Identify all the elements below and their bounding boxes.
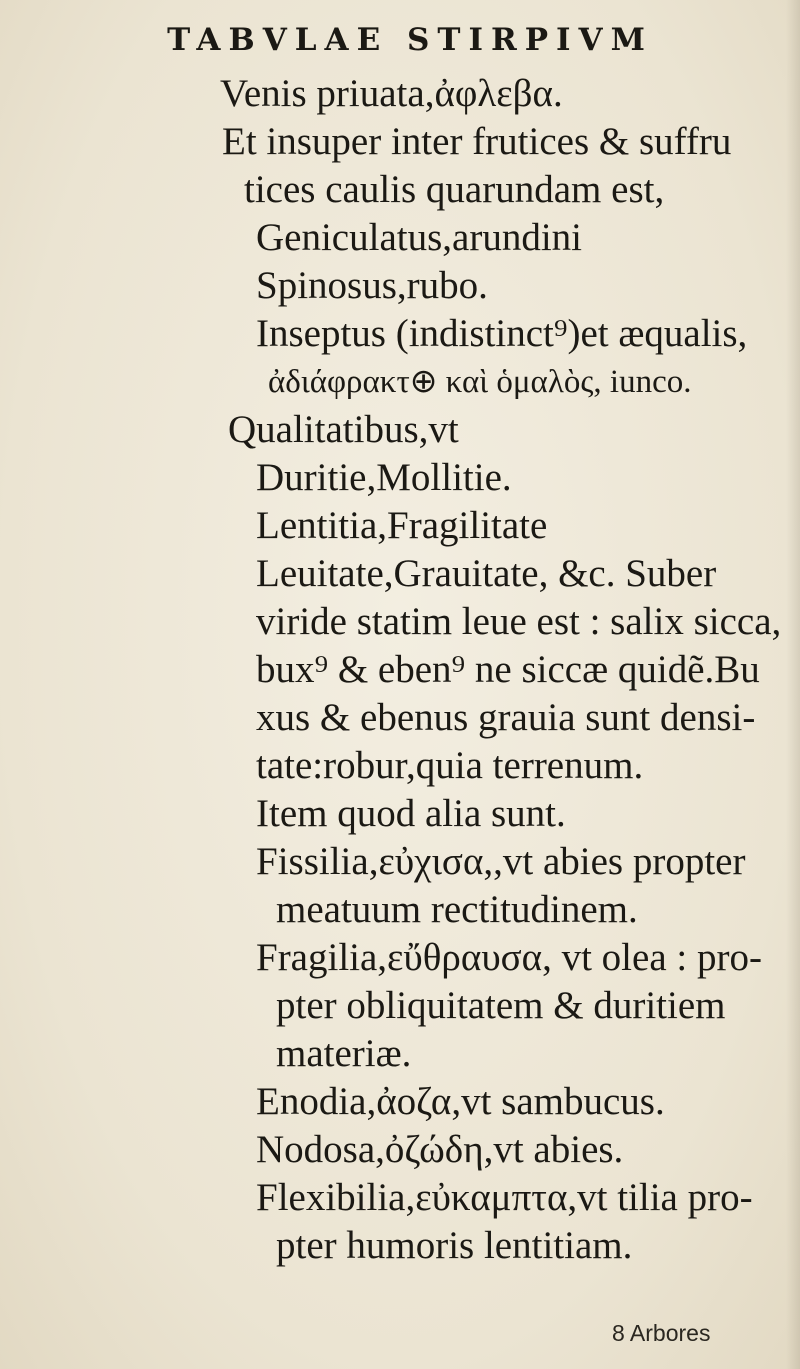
page-edge-shadow <box>786 0 800 1369</box>
text-line: pter humoris lentitiam. <box>276 1224 633 1267</box>
text-line: Inseptus (indistinct⁹)et æqualis, <box>256 312 748 355</box>
text-line: tate:robur,quia terrenum. <box>256 744 644 787</box>
text-line: Duritie,Mollitie. <box>256 456 512 499</box>
text-line: Geniculatus,arundini <box>256 216 582 259</box>
text-line: Enodia,ἀοζα,vt sambucus. <box>256 1080 665 1123</box>
text-line: Fragilia,εὔθραυσα, vt olea : pro- <box>256 936 762 979</box>
text-line: Qualitatibus,vt <box>228 408 459 451</box>
text-line: Flexibilia,εὐκαμπτα,vt tilia pro- <box>256 1176 753 1219</box>
text-line: Venis priuata,ἀφλεβα. <box>220 72 563 115</box>
catchword: 8 Arbores <box>612 1320 711 1346</box>
text-line: Nodosa,ὀζώδη,vt abies. <box>256 1128 624 1171</box>
text-line: xus & ebenus grauia sunt densi- <box>256 696 756 739</box>
text-line: Fissilia,εὐχισα,,vt abies propter <box>256 840 746 883</box>
text-line: Et insuper inter frutices & suffru <box>222 120 732 163</box>
text-line: viride statim leue est : salix sicca, <box>256 600 782 643</box>
text-line: Item quod alia sunt. <box>256 792 566 835</box>
text-line: Lentitia,Fragilitate <box>256 504 548 547</box>
text-line: pter obliquitatem & duritiem <box>276 984 726 1027</box>
text-line: tices caulis quarundam est, <box>244 168 665 211</box>
text-line: Spinosus,rubo. <box>256 264 488 307</box>
text-line: bux⁹ & eben⁹ ne siccæ quidẽ.Bu <box>256 648 760 691</box>
text-line: materiæ. <box>276 1032 412 1075</box>
running-header: TABVLAE STIRPIVM <box>167 22 653 58</box>
text-line: Leuitate,Grauitate, &c. Suber <box>256 552 717 595</box>
text-line: meatuum rectitudinem. <box>276 888 638 931</box>
text-line: ἀδιάφρακτ⊕ καὶ ὁμαλὸς, iunco. <box>268 364 692 400</box>
